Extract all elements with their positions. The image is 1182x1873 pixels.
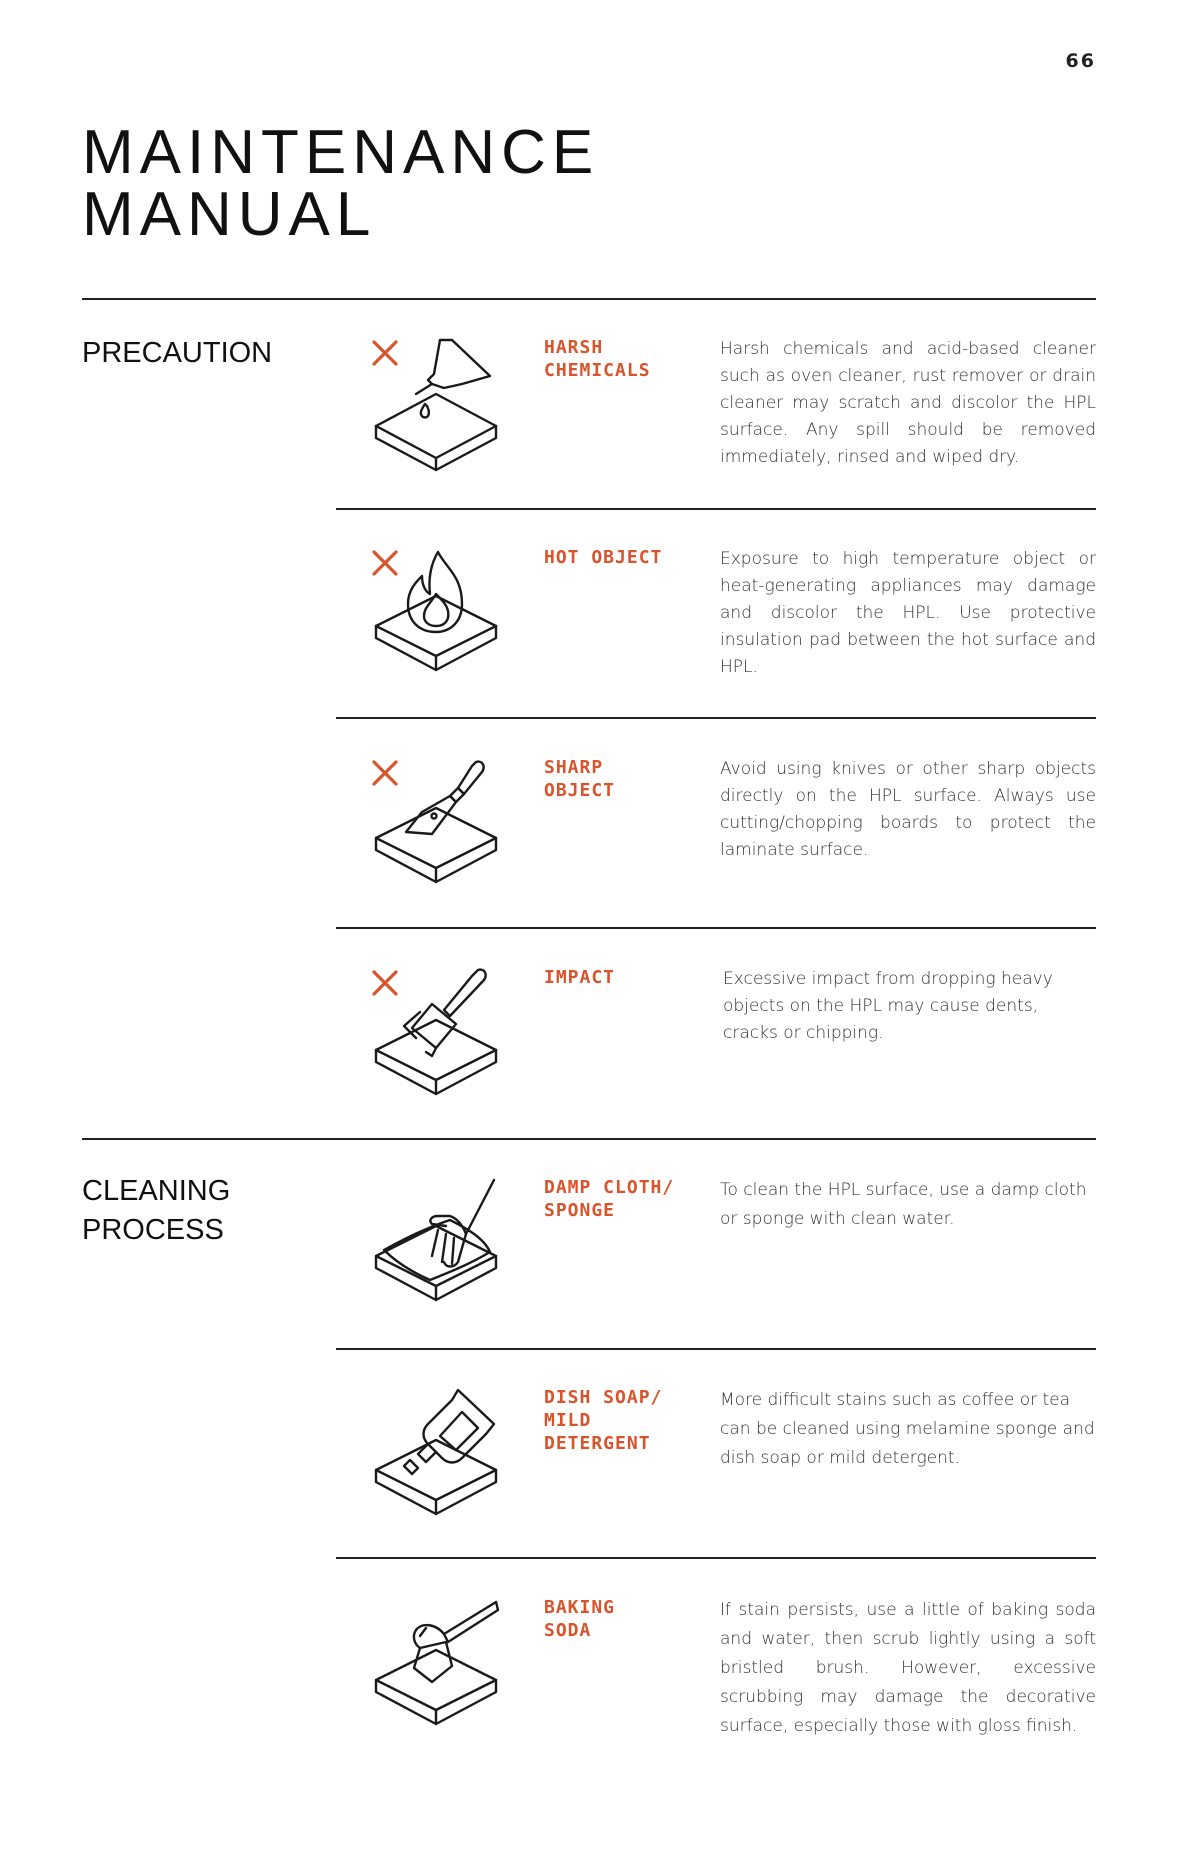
chemical-pour-icon <box>366 336 516 486</box>
cleaning-process-heading <box>82 1172 230 1250</box>
section-heading-line: CLEANING <box>82 1175 231 1207</box>
page-title-line: MAINTENANCE <box>82 118 600 187</box>
item-label <box>544 966 694 989</box>
item-divider <box>336 1557 1096 1559</box>
cleaning-item-dish-soap <box>336 1386 1096 1566</box>
section-divider <box>82 298 1096 300</box>
item-label-line: HOT OBJECT <box>544 547 663 568</box>
page-title <box>82 118 600 249</box>
item-label <box>544 546 694 569</box>
item-label-line: SHARP <box>544 757 604 778</box>
item-label <box>544 336 694 382</box>
precaution-item-sharp-object <box>336 756 1096 936</box>
item-label-line: SODA <box>544 1620 592 1641</box>
item-label-line: DISH SOAP/ <box>544 1387 663 1408</box>
item-label <box>544 1386 694 1455</box>
item-label-line: BAKING <box>544 1597 616 1618</box>
item-label <box>544 1596 694 1642</box>
item-label-line: IMPACT <box>544 967 616 988</box>
item-description: Exposure to high temperature object or heat-generating appliances may damage and discolor the HPL. Use protective insulation pad between the hot surface and HPL. <box>720 549 1096 677</box>
item-divider <box>336 1348 1096 1350</box>
soap-bottle-icon <box>366 1386 516 1536</box>
hand-cloth-icon <box>366 1176 516 1326</box>
precaution-item-impact <box>336 966 1096 1146</box>
cleaning-item-baking-soda <box>336 1596 1096 1776</box>
item-label <box>544 1176 694 1222</box>
item-label-line: SPONGE <box>544 1200 616 1221</box>
item-label-line: MILD <box>544 1410 592 1431</box>
page-number: 66 <box>1065 50 1096 72</box>
flame-icon <box>366 546 516 696</box>
item-label-line: OBJECT <box>544 780 616 801</box>
item-description: Excessive impact from dropping heavy objects on the HPL may cause dents, cracks or chipping. <box>723 969 1053 1043</box>
page-title-line: MANUAL <box>82 180 377 249</box>
item-label-line: DETERGENT <box>544 1433 651 1454</box>
item-divider <box>336 508 1096 510</box>
knife-icon <box>366 756 516 906</box>
item-description: Harsh chemicals and acid-based cleaner such as oven cleaner, rust remover or drain cleaner may scratch and discolor the HPL surface. Any spill should be removed immediately, rinsed and wiped dry. <box>720 339 1096 467</box>
item-label-line: CHEMICALS <box>544 360 651 381</box>
scrub-brush-icon <box>366 1596 516 1746</box>
item-description: If stain persists, use a little of baking soda and water, then scrub lightly using a soft bristled brush. However, excessive scrubbing may damage the decorative surface, especially those with gloss finish. <box>720 1600 1096 1736</box>
precaution-item-hot-object <box>336 546 1096 726</box>
hammer-impact-icon <box>366 966 516 1116</box>
item-label <box>544 756 694 802</box>
section-heading-line: PROCESS <box>82 1214 224 1246</box>
item-label-line: DAMP CLOTH/ <box>544 1177 675 1198</box>
item-divider <box>336 717 1096 719</box>
item-label-line: HARSH <box>544 337 604 358</box>
item-description: To clean the HPL surface, use a damp cloth or sponge with clean water. <box>720 1180 1087 1229</box>
section-divider <box>82 1138 1096 1140</box>
item-description: Avoid using knives or other sharp objects directly on the HPL surface. Always use cutting/chopping boards to protect the laminate surface. <box>720 759 1096 860</box>
precaution-heading <box>82 334 272 373</box>
item-divider <box>336 927 1096 929</box>
cleaning-item-damp-cloth <box>336 1176 1096 1356</box>
section-heading-line: PRECAUTION <box>82 337 273 369</box>
precaution-item-harsh-chemicals <box>336 336 1096 516</box>
item-description: More difficult stains such as coffee or tea can be cleaned using melamine sponge and dish soap or mild detergent. <box>720 1390 1095 1468</box>
